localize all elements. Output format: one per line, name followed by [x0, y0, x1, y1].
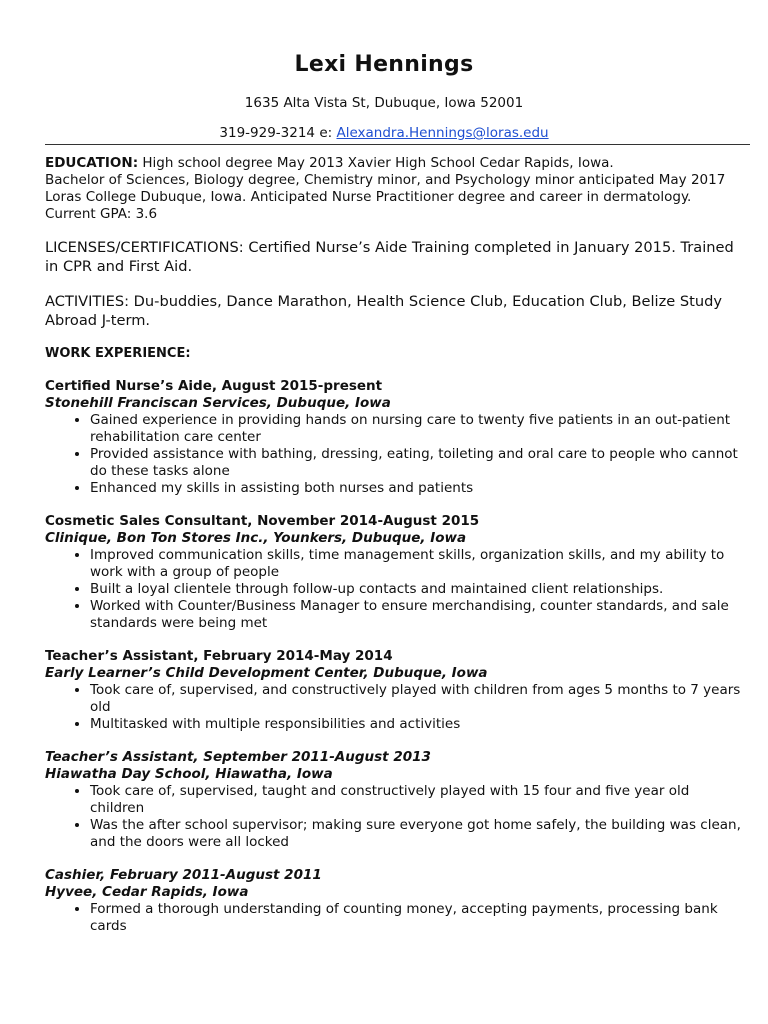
phone-text: 319-929-3214 e: — [219, 125, 337, 141]
licenses-label: LICENSES/CERTIFICATIONS: — [45, 239, 244, 256]
job-bullet: • Worked with Counter/Business Manager to ensure merchandising, counter standards, and sale standards were being met — [90, 598, 745, 632]
job-bullets — [45, 783, 745, 851]
job-bullet: • Multitasked with multiple responsibilities and activities — [90, 716, 745, 733]
job-bullets — [45, 547, 745, 632]
resume-name: Lexi Hennings — [294, 52, 474, 77]
job-bullets — [45, 412, 745, 497]
contact-line — [0, 125, 768, 141]
job-bullet: • Took care of, supervised, and constructively played with children from ages 5 months to 7 years old — [90, 682, 745, 716]
job-title: Cosmetic Sales Consultant, November 2014-August 2015 — [45, 513, 480, 529]
job-bullet: • Was the after school supervisor; making sure everyone got home safely, the building was clean, and the doors were all locked — [90, 817, 745, 851]
education-text-1: High school degree May 2013 Xavier High School Cedar Rapids, Iowa. — [138, 155, 614, 171]
job-title: Certified Nurse’s Aide, August 2015-present — [45, 378, 383, 394]
job-bullet: • Formed a thorough understanding of counting money, accepting payments, processing bank cards — [90, 901, 745, 935]
header-divider — [45, 144, 750, 145]
job-entry — [45, 648, 745, 733]
education-line-1 — [45, 155, 745, 172]
email-link[interactable]: Alexandra.Hennings@loras.edu — [336, 125, 549, 141]
job-employer: Stonehill Franciscan Services, Dubuque, Iowa — [45, 395, 391, 411]
education-text-2: Bachelor of Sciences, Biology degree, Chemistry minor, and Psychology minor anticipated May 2017 Loras College Dubuque, Iowa. Anticipated Nurse Practitioner degree and career in dermatology. — [45, 172, 726, 205]
job-title: Teacher’s Assistant, February 2014-May 2014 — [45, 648, 393, 664]
job-bullet: • Improved communication skills, time management skills, organization skills, and my ability to work with a group of people — [90, 547, 745, 581]
job-bullets — [45, 682, 745, 733]
job-bullet: • Built a loyal clientele through follow-up contacts and maintained client relationships. — [90, 581, 745, 598]
work-experience-heading: WORK EXPERIENCE: — [45, 346, 191, 361]
job-title: Teacher’s Assistant, September 2011-August 2013 — [45, 749, 431, 765]
job-employer: Early Learner’s Child Development Center, Dubuque, Iowa — [45, 665, 488, 681]
job-entry — [45, 749, 745, 851]
job-employer: Hiawatha Day School, Hiawatha, Iowa — [45, 766, 333, 782]
education-gpa: Current GPA: 3.6 — [45, 206, 158, 222]
activities-text: Du-buddies, Dance Marathon, Health Science Club, Education Club, Belize Study Abroad J-term. — [45, 293, 723, 329]
address-line: 1635 Alta Vista St, Dubuque, Iowa 52001 — [244, 95, 524, 111]
job-bullet: • Took care of, supervised, taught and constructively played with 15 four and five year old children — [90, 783, 745, 817]
job-entry — [45, 513, 745, 632]
activities-label: ACTIVITIES: — [45, 293, 130, 310]
job-employer: Hyvee, Cedar Rapids, Iowa — [45, 884, 249, 900]
job-employer: Clinique, Bon Ton Stores Inc., Younkers, Dubuque, Iowa — [45, 530, 467, 546]
job-bullets — [45, 901, 745, 935]
job-bullet: • Gained experience in providing hands on nursing care to twenty five patients in an out-patient rehabilitation care center — [90, 412, 745, 446]
licenses-section — [45, 238, 745, 276]
job-bullet: • Provided assistance with bathing, dressing, eating, toileting and oral care to people who cannot do these tasks alone — [90, 446, 745, 480]
education-section — [45, 155, 745, 223]
job-entry — [45, 867, 745, 935]
job-bullet: • Enhanced my skills in assisting both nurses and patients — [90, 480, 745, 497]
education-label: EDUCATION: — [45, 155, 139, 171]
activities-section — [45, 292, 745, 330]
resume-body — [45, 155, 745, 935]
job-entry — [45, 378, 745, 497]
job-title: Cashier, February 2011-August 2011 — [45, 867, 322, 883]
licenses-text: Certified Nurse’s Aide Training completed in January 2015. Trained in CPR and First Aid. — [45, 239, 734, 275]
